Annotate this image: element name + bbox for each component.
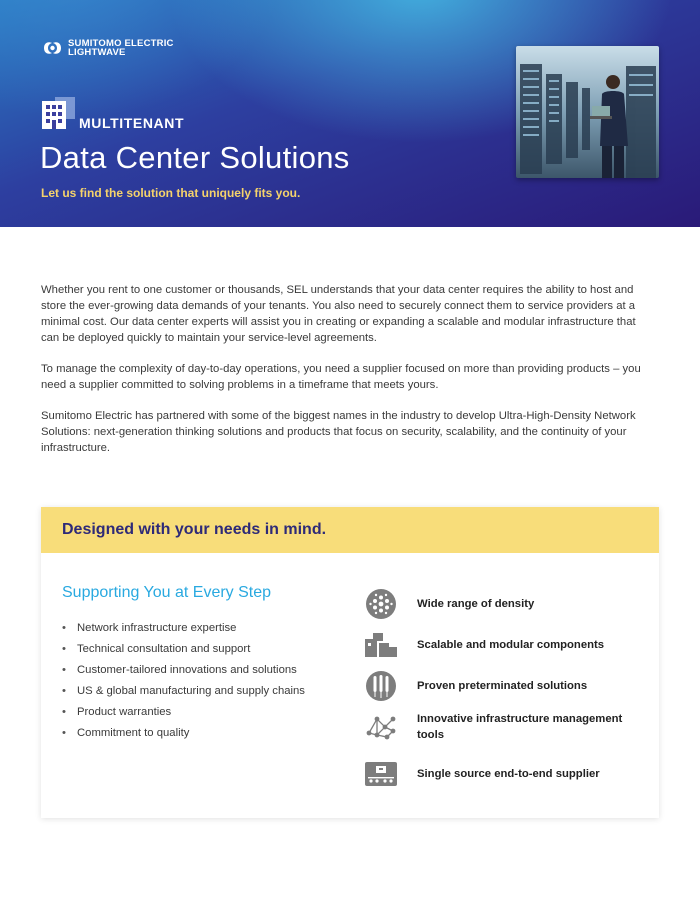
list-item: • Network infrastructure expertise [62,620,305,641]
hero-banner [0,0,700,227]
list-item: • Product warranties [62,704,305,725]
intro-paragraph: Whether you rent to one customer or thousands, SEL understands that your data center requires the ability to host and store the ever-growing data demands of your tenants. You also need to securely connect them to service providers at a minimal cost. Our data center experts will assist you in creating or expanding a scalable and modular infrastructure that can be deployed quickly to maintain your service-level agreements. [41,284,636,344]
needs-card [41,507,659,818]
segment-label: MULTITENANT [79,115,185,131]
feature-label: Single source end-to-end supplier [417,767,600,780]
feature-item [364,587,637,620]
feature-label: Wide range of density [417,597,535,610]
feature-label: Proven preterminated solutions [417,679,588,692]
intro-text [41,282,647,471]
page-title: Data Center Solutions [40,140,350,175]
list-item: • Technical consultation and support [62,641,305,662]
sumitomo-logo-icon [42,39,63,57]
feature-item [364,757,637,790]
intro-paragraph: Sumitomo Electric has partnered with some of the biggest names in the industry to develop Ultra-High-Density Network Solutions: next-generation thinking solutions and products that focus on security, scalability, and the continuity of your infrastructure. [41,410,636,454]
supply-chain-icon [364,757,397,790]
needs-header: Designed with your needs in mind. [41,507,659,553]
data-center-photo [516,46,659,178]
list-item: • Commitment to quality [62,725,305,746]
list-item: • Customer-tailored innovations and solutions [62,662,305,683]
feature-item [364,669,637,702]
page-subtitle: Let us find the solution that uniquely fits you. [41,186,301,200]
fiber-density-icon [364,587,397,620]
connectors-icon [364,669,397,702]
brand-name [68,39,174,57]
feature-label: Innovative infrastructure management tools [417,712,623,741]
intro-paragraph: To manage the complexity of day-to-day operations, you need a supplier focused on more than providing products – you need a supplier committed to solving problems in a timeframe that meets yours. [41,363,641,391]
brand-logo[interactable] [42,39,174,57]
feature-label: Scalable and modular components [417,638,605,651]
feature-item [364,710,637,743]
support-title: Supporting You at Every Step [62,584,272,601]
building-icon [41,97,75,129]
network-nodes-icon [364,710,397,743]
modular-blocks-icon [364,628,397,661]
brand-line-1: SUMITOMO ELECTRIC [68,38,174,49]
feature-item [364,628,637,661]
support-list [62,620,305,746]
brand-line-2: LIGHTWAVE [68,47,126,58]
list-item: • US & global manufacturing and supply chains [62,683,305,704]
